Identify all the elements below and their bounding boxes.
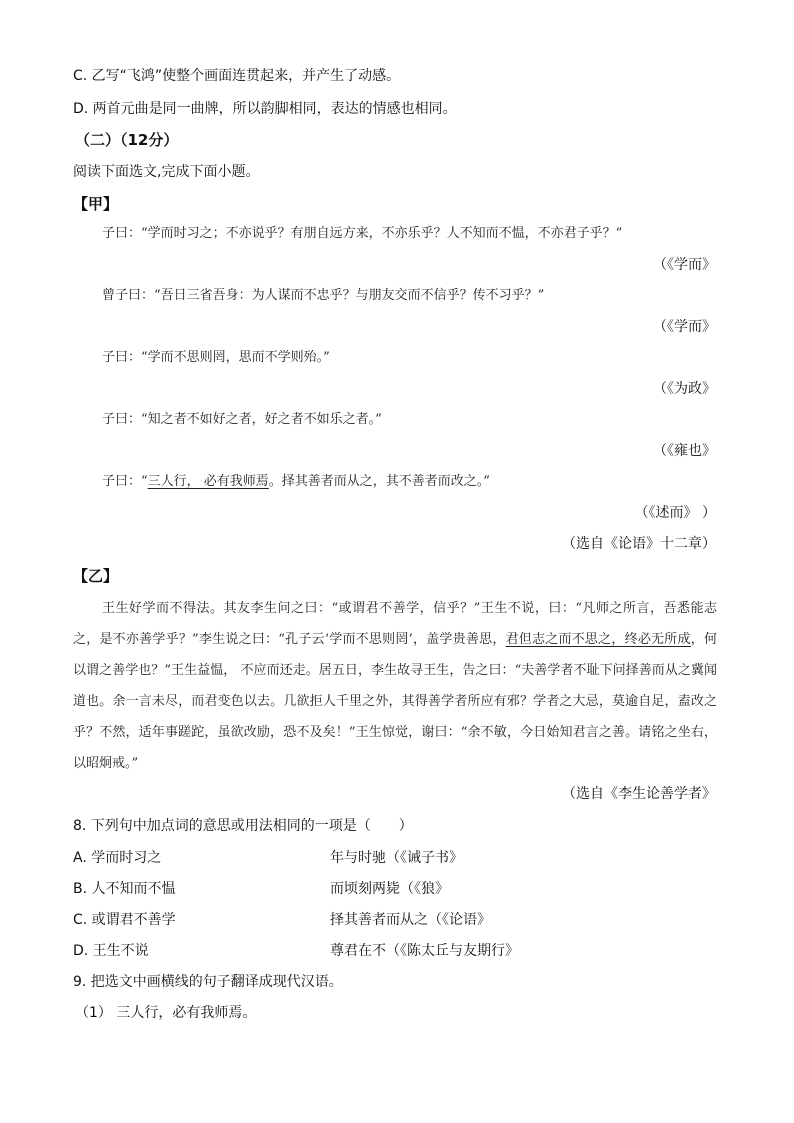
q8-option-b-right: 而顷刻两毙（《狼》 [330, 881, 449, 897]
yi-source: （选自《李生论善学者》 [562, 786, 716, 802]
jia-source-2: （《学而》 [653, 319, 716, 335]
q8-option-b-left: B. 人不知而不愠 [73, 881, 176, 897]
section-heading: （二）（12分） [75, 131, 179, 149]
passage-jia-label: 【甲】 [73, 195, 119, 213]
jia-quote-5-end: 。择其善者而从之，其不善者而改之。” [268, 474, 490, 489]
jia-overall-source: （选自《论语》十二章） [562, 536, 716, 552]
jia-source-5: （《述而》 ） [634, 505, 716, 521]
yi-passage-part-2: ，何以谓之善学也？”王生益愠， 不应而还走。居五日，李生故寻王生，告之曰：“夫善学者不耻下问择善而从之冀闻道也。余一言未尽，而君变色以去。几欲拒人千里之外，其得善学者所应有邪？学者之大忌，莫逾自足，盍改之乎？不然，适年事蹉跎，虽欲改励，恐不及矣！”王生惊觉，谢曰：“余不敏，今日始知君言之善。请铭之坐右，以昭炯戒。” [73, 632, 717, 771]
underlined-sentence-2: 君但志之而不思之，终必无所成 [505, 632, 691, 647]
yi-passage-part-1: 王生好学而不得法。其友李生问之曰：“或谓君不善学，信乎？”王生不说，曰：“凡师之所言，吾悉能志之，是不亦善学乎？”李生说之曰：“孔子云‘学而不思则罔’，盖学贵善思， [73, 601, 717, 647]
option-c-prev: C. 乙写“飞鸿”使整个画面连贯起来，并产生了动感。 [73, 68, 401, 84]
jia-source-1: （《学而》 [653, 257, 716, 273]
jia-quote-3: 子曰：“学而不思则罔，思而不学则殆。” [102, 350, 330, 365]
q8-option-c-left: C. 或谓君不善学 [73, 912, 176, 928]
q8-option-d-left: D. 王生不说 [73, 943, 149, 959]
yi-passage [73, 593, 717, 779]
option-d-prev: D. 两首元曲是同一曲牌，所以韵脚相同，表达的情感也相同。 [73, 101, 457, 117]
jia-source-3: （《为政》 [653, 381, 716, 397]
jia-source-4: （《雍也》 [653, 443, 716, 459]
jia-quote-5 [102, 472, 490, 492]
section-instruction: 阅读下面选文,完成下面小题。 [73, 164, 260, 180]
question-9-sub-1: （1） 三人行，必有我师焉。 [75, 1005, 257, 1021]
passage-yi-label: 【乙】 [73, 567, 119, 585]
jia-quote-4: 子曰：“知之者不如好之者，好之者不如乐之者。” [102, 412, 382, 427]
q8-option-a-left: A. 学而时习之 [73, 850, 162, 866]
underlined-sentence-1: 三人行， 必有我师焉 [147, 474, 269, 489]
question-8-stem: 8. 下列句中加点词的意思或用法相同的一项是（ ） [73, 818, 413, 834]
jia-quote-2: 曾子曰：“吾日三省吾身：为人谋而不忠乎？与朋友交而不信乎？传不习乎？” [102, 288, 545, 303]
q8-option-d-right: 尊君在不（《陈太丘与友期行》 [330, 943, 519, 959]
jia-quote-1: 子曰：“学而时习之；不亦说乎？有朋自远方来，不亦乐乎？人不知而不愠，不亦君子乎？” [102, 226, 623, 241]
question-9-stem: 9. 把选文中画横线的句子翻译成现代汉语。 [73, 974, 343, 990]
q8-option-a-right: 年与时驰（《诫子书》 [330, 850, 463, 866]
jia-quote-5-start: 子曰：“ [102, 474, 148, 489]
q8-option-c-right: 择其善者而从之（《论语》 [330, 912, 491, 928]
